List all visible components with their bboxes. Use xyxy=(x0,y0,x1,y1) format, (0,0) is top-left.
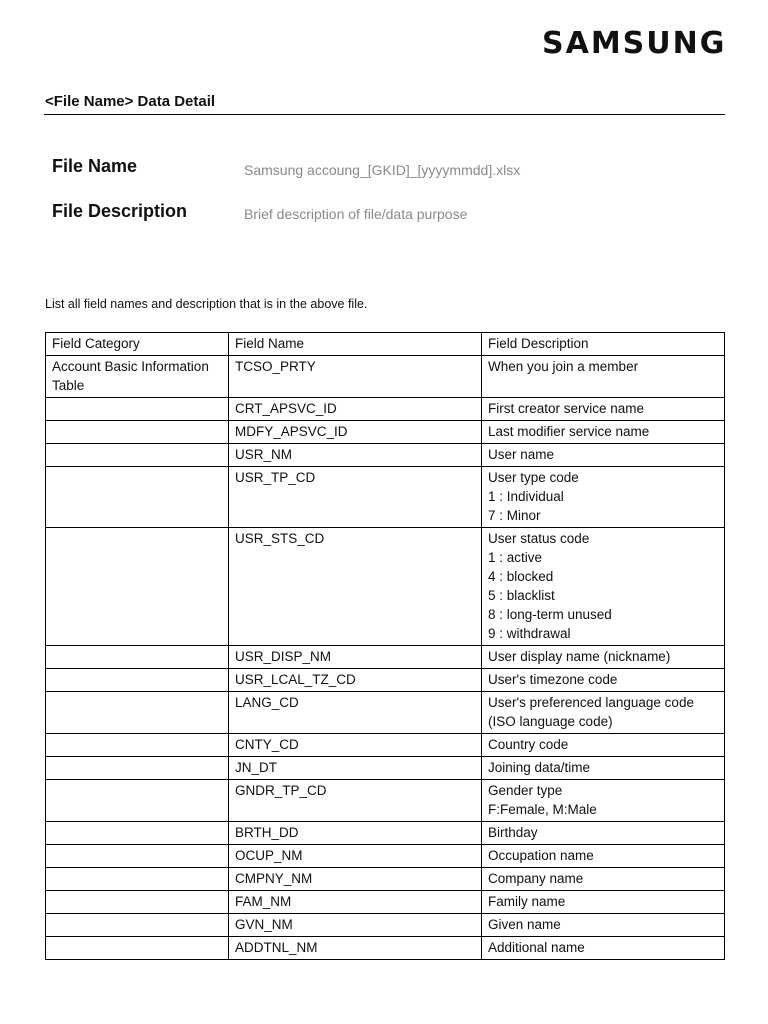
document-title: <File Name> Data Detail xyxy=(45,93,216,110)
field-name-cell: CRT_APSVC_ID xyxy=(229,398,482,421)
field-name-cell: MDFY_APSVC_ID xyxy=(229,421,482,444)
table-row xyxy=(46,444,725,467)
table-body xyxy=(46,356,725,960)
table-row xyxy=(46,692,725,734)
table-row xyxy=(46,914,725,937)
field-description-cell xyxy=(482,868,725,891)
header-field-category: Field Category xyxy=(46,333,229,356)
field-description-line: 1 : Individual xyxy=(488,489,564,504)
field-description-cell xyxy=(482,780,725,822)
field-name-cell: TCSO_PRTY xyxy=(229,356,482,398)
field-category-cell xyxy=(46,780,229,822)
field-description-cell xyxy=(482,822,725,845)
field-description-line: 1 : active xyxy=(488,550,543,565)
field-name-cell: BRTH_DD xyxy=(229,822,482,845)
field-category-cell xyxy=(46,467,229,528)
field-category-cell xyxy=(46,692,229,734)
field-description-line: Company name xyxy=(488,871,584,886)
field-description-line: Gender type xyxy=(488,783,563,798)
field-description-line: 7 : Minor xyxy=(488,508,541,523)
field-name-cell: USR_LCAL_TZ_CD xyxy=(229,669,482,692)
field-category-cell xyxy=(46,669,229,692)
field-description-cell xyxy=(482,692,725,734)
table-row xyxy=(46,467,725,528)
field-category-cell xyxy=(46,528,229,646)
field-category-cell xyxy=(46,845,229,868)
field-category-cell xyxy=(46,937,229,960)
field-description-line: 4 : blocked xyxy=(488,569,554,584)
field-description-line: Given name xyxy=(488,917,561,932)
field-name-cell: CNTY_CD xyxy=(229,734,482,757)
field-name-cell: OCUP_NM xyxy=(229,845,482,868)
field-description-cell xyxy=(482,891,725,914)
field-description-line: F:Female, M:Male xyxy=(488,802,597,817)
field-name-cell: JN_DT xyxy=(229,757,482,780)
field-description-cell xyxy=(482,356,725,398)
field-table xyxy=(45,332,725,960)
field-description-line: User status code xyxy=(488,531,590,546)
field-description-cell xyxy=(482,914,725,937)
file-description-value: Brief description of file/data purpose xyxy=(244,206,468,222)
field-description-line: 5 : blacklist xyxy=(488,588,555,603)
table-row xyxy=(46,757,725,780)
title-divider xyxy=(44,114,725,115)
field-name-cell: USR_DISP_NM xyxy=(229,646,482,669)
field-description-line: Country code xyxy=(488,737,569,752)
field-description-line: Family name xyxy=(488,894,566,909)
field-description-cell xyxy=(482,444,725,467)
samsung-logo: SAMSUNG xyxy=(542,26,727,61)
field-description-cell xyxy=(482,528,725,646)
field-category-cell xyxy=(46,822,229,845)
table-row xyxy=(46,780,725,822)
field-description-cell xyxy=(482,757,725,780)
field-name-cell: LANG_CD xyxy=(229,692,482,734)
table-row xyxy=(46,845,725,868)
header-field-name: Field Name xyxy=(229,333,482,356)
field-description-line: User's timezone code xyxy=(488,672,618,687)
field-category-cell xyxy=(46,868,229,891)
field-category-cell xyxy=(46,914,229,937)
table-row xyxy=(46,421,725,444)
field-name-cell: GNDR_TP_CD xyxy=(229,780,482,822)
table-header-row xyxy=(46,333,725,356)
field-description-line: Birthday xyxy=(488,825,538,840)
table-row xyxy=(46,891,725,914)
field-name-cell: GVN_NM xyxy=(229,914,482,937)
field-name-cell: ADDTNL_NM xyxy=(229,937,482,960)
table-row xyxy=(46,528,725,646)
field-description-line: 9 : withdrawal xyxy=(488,626,571,641)
field-description-line: User display name (nickname) xyxy=(488,649,671,664)
field-description-cell xyxy=(482,467,725,528)
header-field-description: Field Description xyxy=(482,333,725,356)
table-row xyxy=(46,669,725,692)
field-category-cell xyxy=(46,421,229,444)
field-description-line: User name xyxy=(488,447,555,462)
field-category-cell xyxy=(46,398,229,421)
field-category-cell xyxy=(46,734,229,757)
field-description-line: Last modifier service name xyxy=(488,424,650,439)
table-row xyxy=(46,646,725,669)
field-description-cell xyxy=(482,398,725,421)
table-row xyxy=(46,937,725,960)
field-description-cell xyxy=(482,421,725,444)
field-category-cell xyxy=(46,444,229,467)
field-description-line: When you join a member xyxy=(488,359,639,374)
table-row xyxy=(46,868,725,891)
field-category-cell: Account Basic Information Table xyxy=(46,356,229,398)
field-name-cell: CMPNY_NM xyxy=(229,868,482,891)
file-name-value: Samsung accoung_[GKID]_[yyyymmdd].xlsx xyxy=(244,162,521,178)
field-description-line: User's preferenced language code (ISO language code) xyxy=(488,695,694,729)
field-category-cell xyxy=(46,891,229,914)
field-description-cell xyxy=(482,646,725,669)
field-description-line: Joining data/time xyxy=(488,760,591,775)
field-description-line: Additional name xyxy=(488,940,585,955)
table-row xyxy=(46,734,725,757)
table-row xyxy=(46,822,725,845)
field-name-cell: USR_NM xyxy=(229,444,482,467)
field-description-line: 8 : long-term unused xyxy=(488,607,612,622)
instruction-text: List all field names and description that is in the above file. xyxy=(45,297,368,311)
field-description-line: Occupation name xyxy=(488,848,594,863)
file-description-label: File Description xyxy=(52,201,188,221)
field-description-cell xyxy=(482,734,725,757)
field-name-cell: USR_TP_CD xyxy=(229,467,482,528)
field-name-cell: FAM_NM xyxy=(229,891,482,914)
table-row xyxy=(46,398,725,421)
field-description-line: User type code xyxy=(488,470,579,485)
table-row xyxy=(46,356,725,398)
field-description-cell xyxy=(482,669,725,692)
field-category-cell xyxy=(46,757,229,780)
file-name-label: File Name xyxy=(52,156,138,176)
field-description-line: First creator service name xyxy=(488,401,645,416)
field-category-cell xyxy=(46,646,229,669)
field-description-cell xyxy=(482,937,725,960)
field-name-cell: USR_STS_CD xyxy=(229,528,482,646)
field-description-cell xyxy=(482,845,725,868)
